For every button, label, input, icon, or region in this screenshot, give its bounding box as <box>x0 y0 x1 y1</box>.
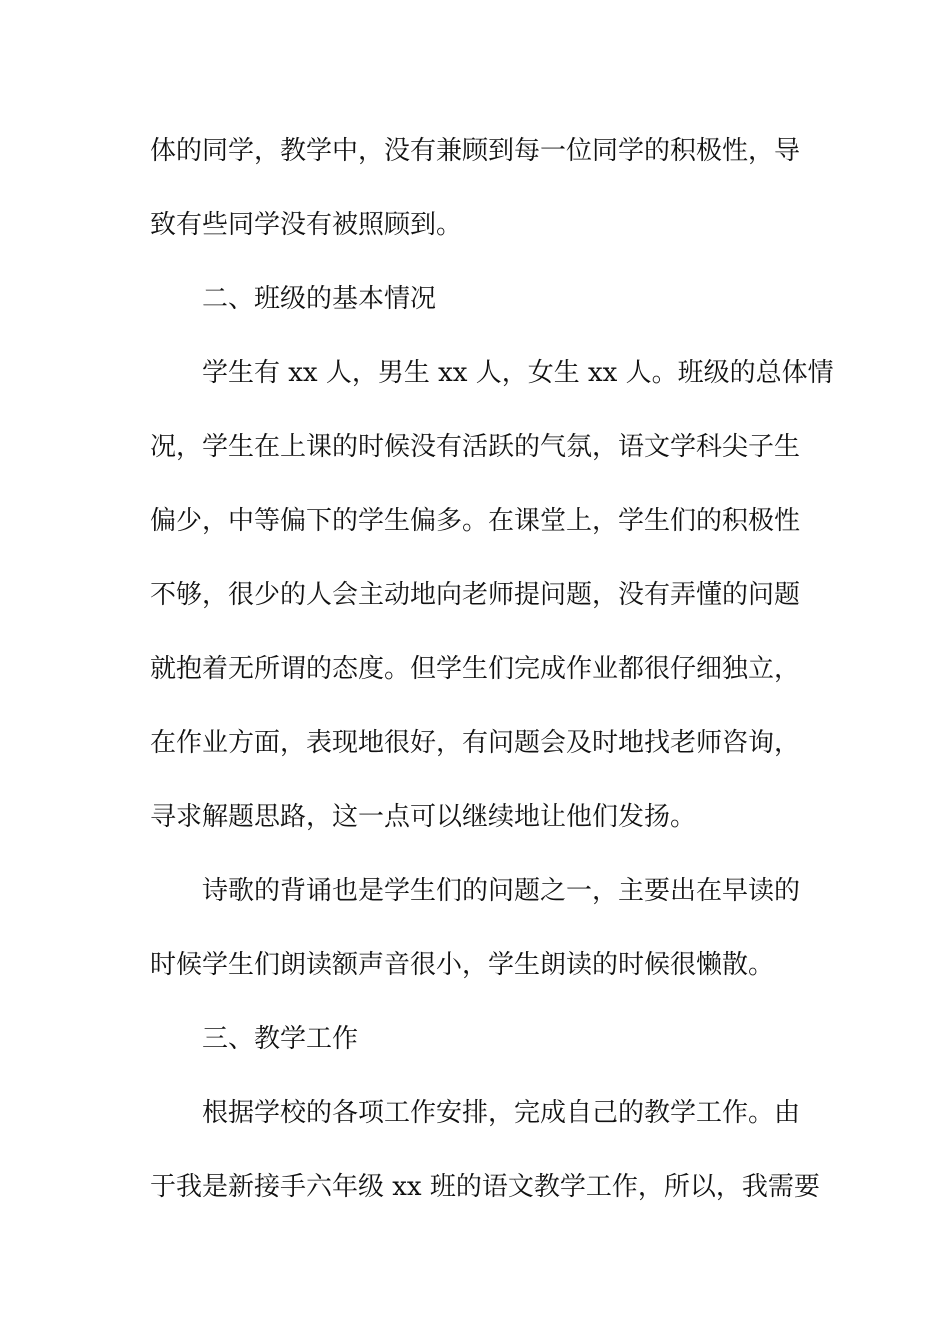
section-heading: 二、班级的基本情况 <box>202 284 437 314</box>
section-heading: 三、教学工作 <box>202 1024 359 1054</box>
paragraph-line: 致有些同学没有被照顾到。 <box>150 210 463 240</box>
paragraph-line: 时候学生们朗读额声音很小，学生朗读的时候很懒散。 <box>150 950 775 980</box>
paragraph-line: 在作业方面，表现地很好，有问题会及时地找老师咨询， <box>150 728 801 758</box>
paragraph-line: 根据学校的各项工作安排，完成自己的教学工作。由 <box>202 1098 801 1128</box>
paragraph-line: 学生有 xx 人，男生 xx 人，女生 xx 人。班级的总体情 <box>202 358 834 388</box>
document-body <box>150 130 834 1240</box>
paragraph-line: 偏少，中等偏下的学生偏多。在课堂上，学生们的积极性 <box>150 506 801 536</box>
paragraph-line: 寻求解题思路，这一点可以继续地让他们发扬。 <box>150 802 697 832</box>
paragraph-line: 况，学生在上课的时候没有活跃的气氛，语文学科尖子生 <box>150 432 801 462</box>
paragraph-line: 诗歌的背诵也是学生们的问题之一，主要出在早读的 <box>202 876 801 906</box>
paragraph-line: 体的同学，教学中，没有兼顾到每一位同学的积极性，导 <box>150 136 801 166</box>
paragraph-line: 就抱着无所谓的态度。但学生们完成作业都很仔细独立， <box>150 654 801 684</box>
paragraph-line: 不够，很少的人会主动地向老师提问题，没有弄懂的问题 <box>150 580 801 610</box>
paragraph-line: 于我是新接手六年级 xx 班的语文教学工作，所以，我需要 <box>150 1172 820 1202</box>
